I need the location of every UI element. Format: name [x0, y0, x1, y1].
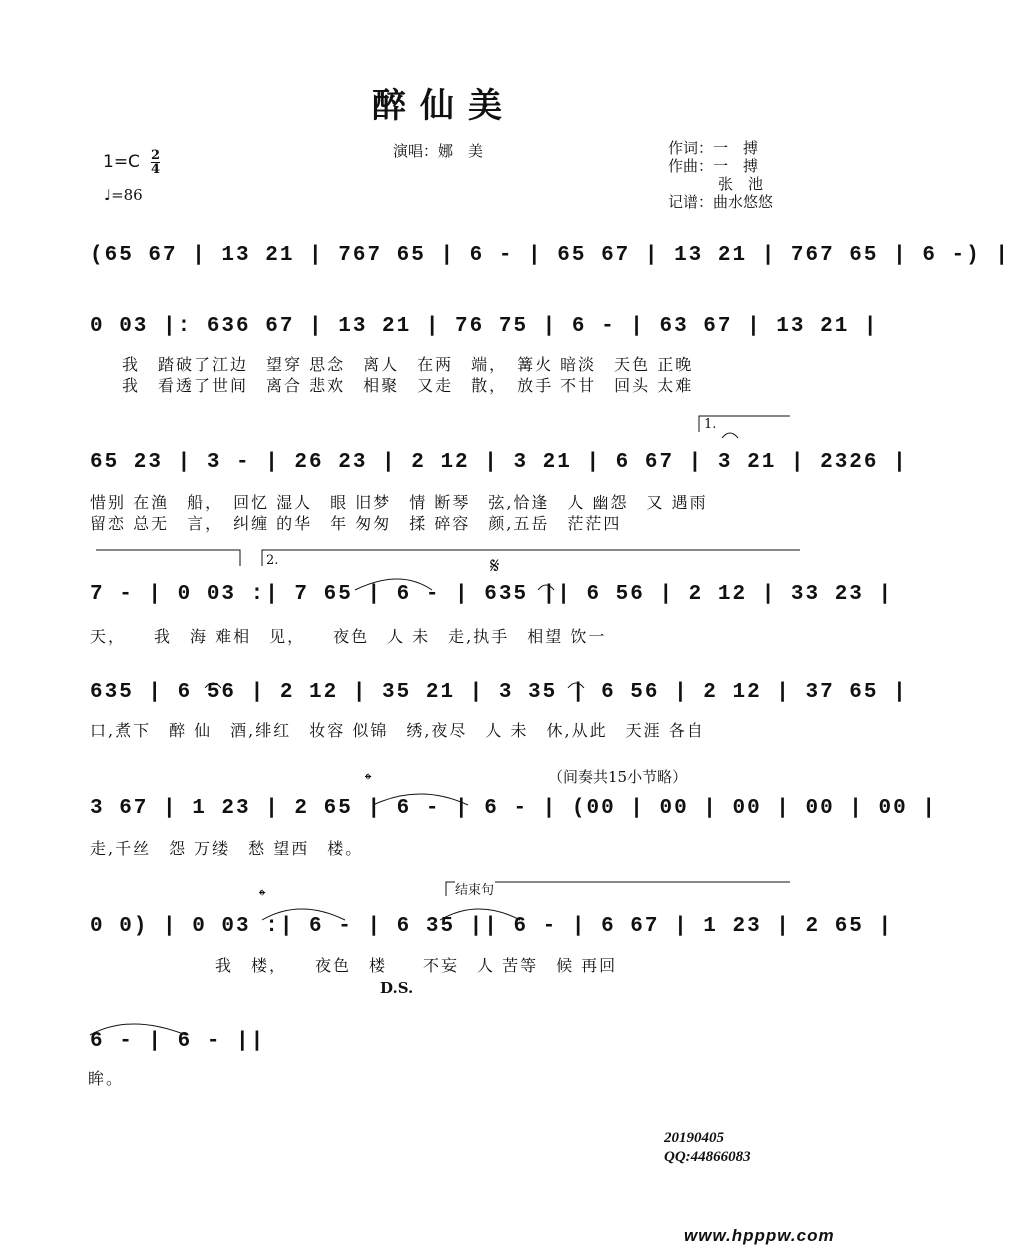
volta-2-label: 2.: [266, 553, 279, 568]
composer-credit: 作曲：一 搏: [668, 157, 759, 175]
song-title: 醉仙美: [372, 86, 516, 126]
ending-phrase-label: 结束句: [455, 883, 495, 898]
lyricist-credit: 作词：一 搏: [668, 139, 759, 157]
segno-icon: 𝄋: [490, 554, 500, 579]
notation-line-7: 0 0) | 0 03 :| 6 - | 6 35 || 6 - | 6 67 | 1 23 | 2 65 |: [90, 915, 894, 938]
volta-1-continuation: [96, 550, 240, 566]
notation-line-2: 0 03 |: 636 67 | 13 21 | 76 75 | 6 - | 63 67 | 13 21 |: [90, 315, 879, 338]
website-watermark: www.hpppw.com: [684, 1226, 835, 1245]
singer-credit: 演唱：娜 美: [393, 142, 484, 160]
slur-1: [355, 579, 432, 590]
transcriber-credit: 记谱：曲水悠悠: [668, 193, 774, 211]
interlude-note: （间奏共15小节略）: [548, 768, 688, 786]
volta-1-label: 1.: [704, 417, 717, 432]
slur-6: [722, 433, 738, 438]
notation-line-5: 635 | 6 56 | 2 12 | 35 21 | 3 35 | 6 56 | 2 12 | 37 65 |: [90, 681, 908, 704]
notation-line-1: (65 67 | 13 21 | 767 65 | 6 - | 65 67 | 13 21 | 767 65 | 6 -) |: [90, 244, 1010, 267]
lyric-line-8: 眸。: [88, 1069, 125, 1088]
lyric-line-2b: 我 看透了世间 离合 悲欢 相聚 又走 散， 放手 不甘 回头 太难: [122, 376, 694, 395]
lyric-line-3a: 惜别 在渔 船， 回忆 湿人 眼 旧梦 情 断琴 弦,恰逢 人 幽怨 又 遇雨: [90, 493, 708, 512]
tempo-marking: ♩=86: [104, 186, 143, 204]
slur-7: [538, 585, 554, 590]
lyric-line-2a: 我 踏破了江边 望穿 思念 离人 在两 端， 篝火 暗淡 天色 正晚: [122, 355, 694, 374]
volta-1-bracket: [699, 416, 790, 432]
slur-5: [90, 1024, 186, 1035]
time-signature-top: 2: [151, 148, 161, 163]
slur-9: [568, 683, 584, 688]
slur-8: [205, 683, 221, 688]
time-signature-bottom: 4: [151, 162, 161, 177]
coda-icon: 𝄌: [365, 770, 372, 791]
volta-2-bracket: [262, 550, 800, 566]
notation-line-4: 7 - | 0 03 :| 7 65 | 6 - | 635 || 6 56 | 2 12 | 33 23 |: [90, 583, 894, 606]
lyric-line-5: 口,煮下 醉 仙 酒,绯红 妆容 似锦 绣,夜尽 人 未 休,从此 天涯 各自: [90, 721, 705, 740]
date-stamp: 20190405: [664, 1130, 724, 1146]
ds-marking: D.S.: [380, 979, 414, 997]
slur-3: [262, 909, 345, 920]
lyric-line-3b: 留恋 总无 言， 纠缠 的华 年 匆匆 揉 碎容 颜,五岳 茫茫四: [90, 514, 622, 533]
lyric-line-4: 天， 我 海 难相 见， 夜色 人 未 走,执手 相望 饮一: [90, 627, 607, 646]
slur-4: [440, 909, 520, 920]
lyric-line-6: 走,千丝 怨 万缕 愁 望西 楼。: [90, 839, 364, 858]
ending-bracket-start: [446, 882, 455, 896]
composer-credit-2: 张 池: [718, 175, 764, 193]
qq-contact: QQ:44866083: [664, 1149, 751, 1165]
lyric-line-7: 我 楼， 夜色 楼 不妄 人 苦等 候 再回: [215, 956, 618, 975]
notation-line-8: 6 - | 6 - ||: [90, 1030, 266, 1053]
key-label: 1=C: [103, 152, 140, 172]
slur-2: [373, 794, 468, 805]
notation-line-3: 65 23 | 3 - | 26 23 | 2 12 | 3 21 | 6 67 | 3 21 | 2326 |: [90, 451, 908, 474]
coda-icon-2: 𝄌: [259, 886, 266, 907]
notation-line-6: 3 67 | 1 23 | 2 65 | 6 - | 6 - | (00 | 00 | 00 | 00 | 00 |: [90, 797, 937, 820]
